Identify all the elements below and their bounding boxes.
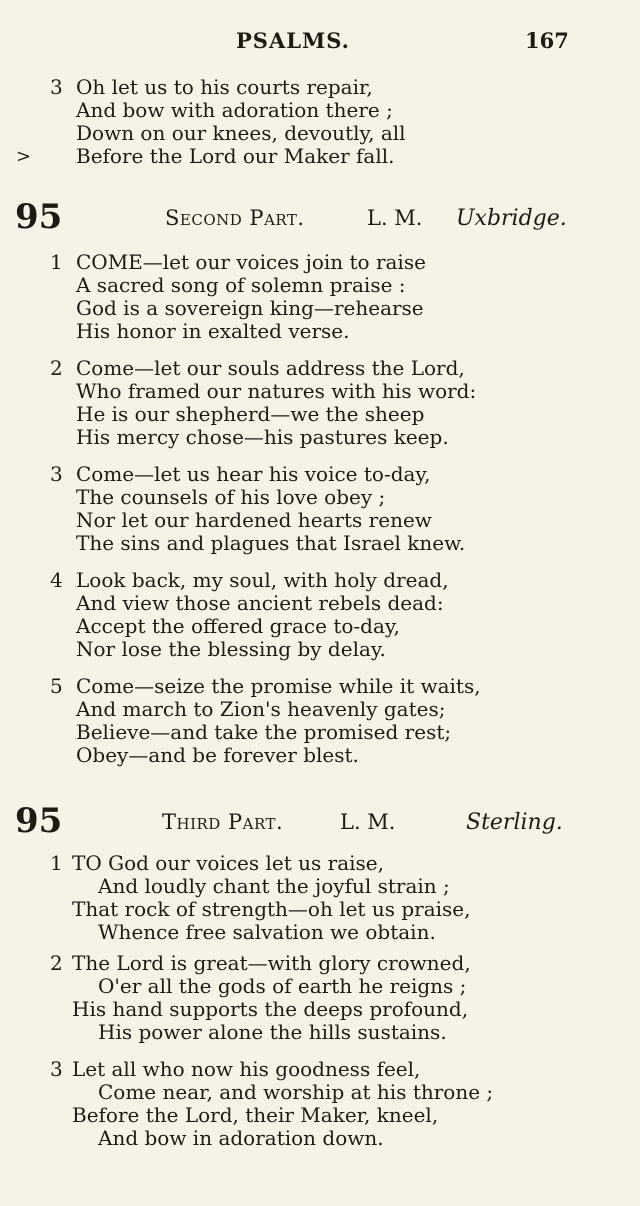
verse-line-text: He is our shepherd—we the sheep [76,402,425,426]
verse-line-text: The sins and plagues that Israel knew. [76,531,466,555]
verse-line-text: Let all who now his goodness feel, [72,1057,421,1081]
verse-line-text: Whence free salvation we obtain. [98,920,436,944]
verse-line-text: And bow with adoration there ; [76,98,393,122]
hymn-body [0,251,640,767]
hymn-part: Second Part. [165,206,305,230]
verse-line [0,744,640,767]
verse-line [0,1058,640,1081]
verse-number: 2 [50,951,63,975]
verse-line [0,569,640,592]
verse-line-text: Nor lose the blessing by delay. [76,637,386,661]
verse-line [0,297,640,320]
verse-line [0,998,640,1021]
verse-number: 3 [50,462,63,486]
verse-line-text: Who framed our natures with his word: [76,379,477,403]
verse-line-text: The counsels of his love obey ; [76,485,386,509]
verse-line [0,99,640,122]
verse-number: 2 [50,356,63,380]
verse-line-text: His power alone the hills sustains. [98,1020,447,1044]
verse-line-text: Oh let us to his courts repair, [76,75,373,99]
verse-line-text: Before the Lord, their Maker, kneel, [72,1103,439,1127]
verse-line [0,251,640,274]
verse-line-text: His mercy chose—his pastures keep. [76,425,449,449]
running-title: PSALMS. [236,28,350,53]
verse-line-text: And loudly chant the joyful strain ; [98,874,450,898]
verse-number: 3 [50,75,63,99]
verse-line-text: Look back, my soul, with holy dread, [76,568,449,592]
verse-line [0,1104,640,1127]
verse-line [0,509,640,532]
verse-line [0,615,640,638]
page-number: 167 [525,28,569,53]
hymn-meter: L. M. [367,206,423,230]
verse-number: 1 [50,851,63,875]
verse-line [0,320,640,343]
verse-line [0,145,640,168]
verse-line-text: And bow in adoration down. [98,1126,384,1150]
verse-line-text: His honor in exalted verse. [76,319,350,343]
continued-verse [0,76,640,168]
verse-line [0,1127,640,1150]
verse-line [0,852,640,875]
verse-line [0,380,640,403]
verse-line-text: God is a sovereign king—rehearse [76,296,424,320]
verse-line [0,532,640,555]
verse-line-text: A sacred song of solemn praise : [76,273,406,297]
verse-line [0,486,640,509]
verse-line-text: Accept the offered grace to-day, [76,614,400,638]
verse-line-text: Come—let our souls address the Lord, [76,356,465,380]
line-marker: > [16,146,32,167]
hymn-body [0,852,640,1150]
verse-line-text: Obey—and be forever blest. [76,743,359,767]
verse-line-text: That rock of strength—oh let us praise, [72,897,471,921]
verse-line-text: Come—seize the promise while it waits, [76,674,481,698]
verse-line [0,1021,640,1044]
verse-number: 3 [50,1057,63,1081]
hymn-part: Third Part. [162,810,284,834]
verse-line-text: The Lord is great—with glory crowned, [72,951,471,975]
verse-line-text: Come—let us hear his voice to-day, [76,462,431,486]
hymn-heading [0,801,640,841]
verse-line-text: COME—let our voices join to raise [76,250,426,274]
verse-number: 1 [50,250,63,274]
verse-line-text: Nor let our hardened hearts renew [76,508,432,532]
verse-line [0,921,640,944]
verse-line-text: O'er all the gods of earth he reigns ; [98,974,467,998]
verse-line [0,76,640,99]
running-head [0,28,640,58]
verse-line [0,592,640,615]
verse-line-text: Down on our knees, devoutly, all [76,121,406,145]
verse-line [0,975,640,998]
verse-line [0,898,640,921]
verse-line [0,638,640,661]
verse-line [0,426,640,449]
verse-number: 5 [50,674,63,698]
verse-line [0,875,640,898]
verse-number: 4 [50,568,63,592]
verse-line-text: And view those ancient rebels dead: [76,591,444,615]
verse-line [0,698,640,721]
tune-name: Uxbridge. [456,206,567,231]
verse-line-text: Believe—and take the promised rest; [76,720,452,744]
verse-line-text: TO God our voices let us raise, [72,851,384,875]
verse-line [0,1081,640,1104]
verse-line [0,952,640,975]
verse-line [0,274,640,297]
verse-line [0,721,640,744]
verse-line-text: And march to Zion's heavenly gates; [76,697,446,721]
verse-line [0,403,640,426]
hymn-meter: L. M. [340,810,396,834]
hymn-number: 95 [15,801,63,841]
verse-line-text: Come near, and worship at his throne ; [98,1080,494,1104]
verse-line-text: Before the Lord our Maker fall. [76,144,395,168]
verse-line-text: His hand supports the deeps profound, [72,997,469,1021]
verse-line [0,122,640,145]
verse-line [0,463,640,486]
verse-line [0,675,640,698]
verse-line [0,357,640,380]
tune-name: Sterling. [466,810,563,835]
hymn-number: 95 [15,197,63,237]
hymn-heading [0,197,640,237]
